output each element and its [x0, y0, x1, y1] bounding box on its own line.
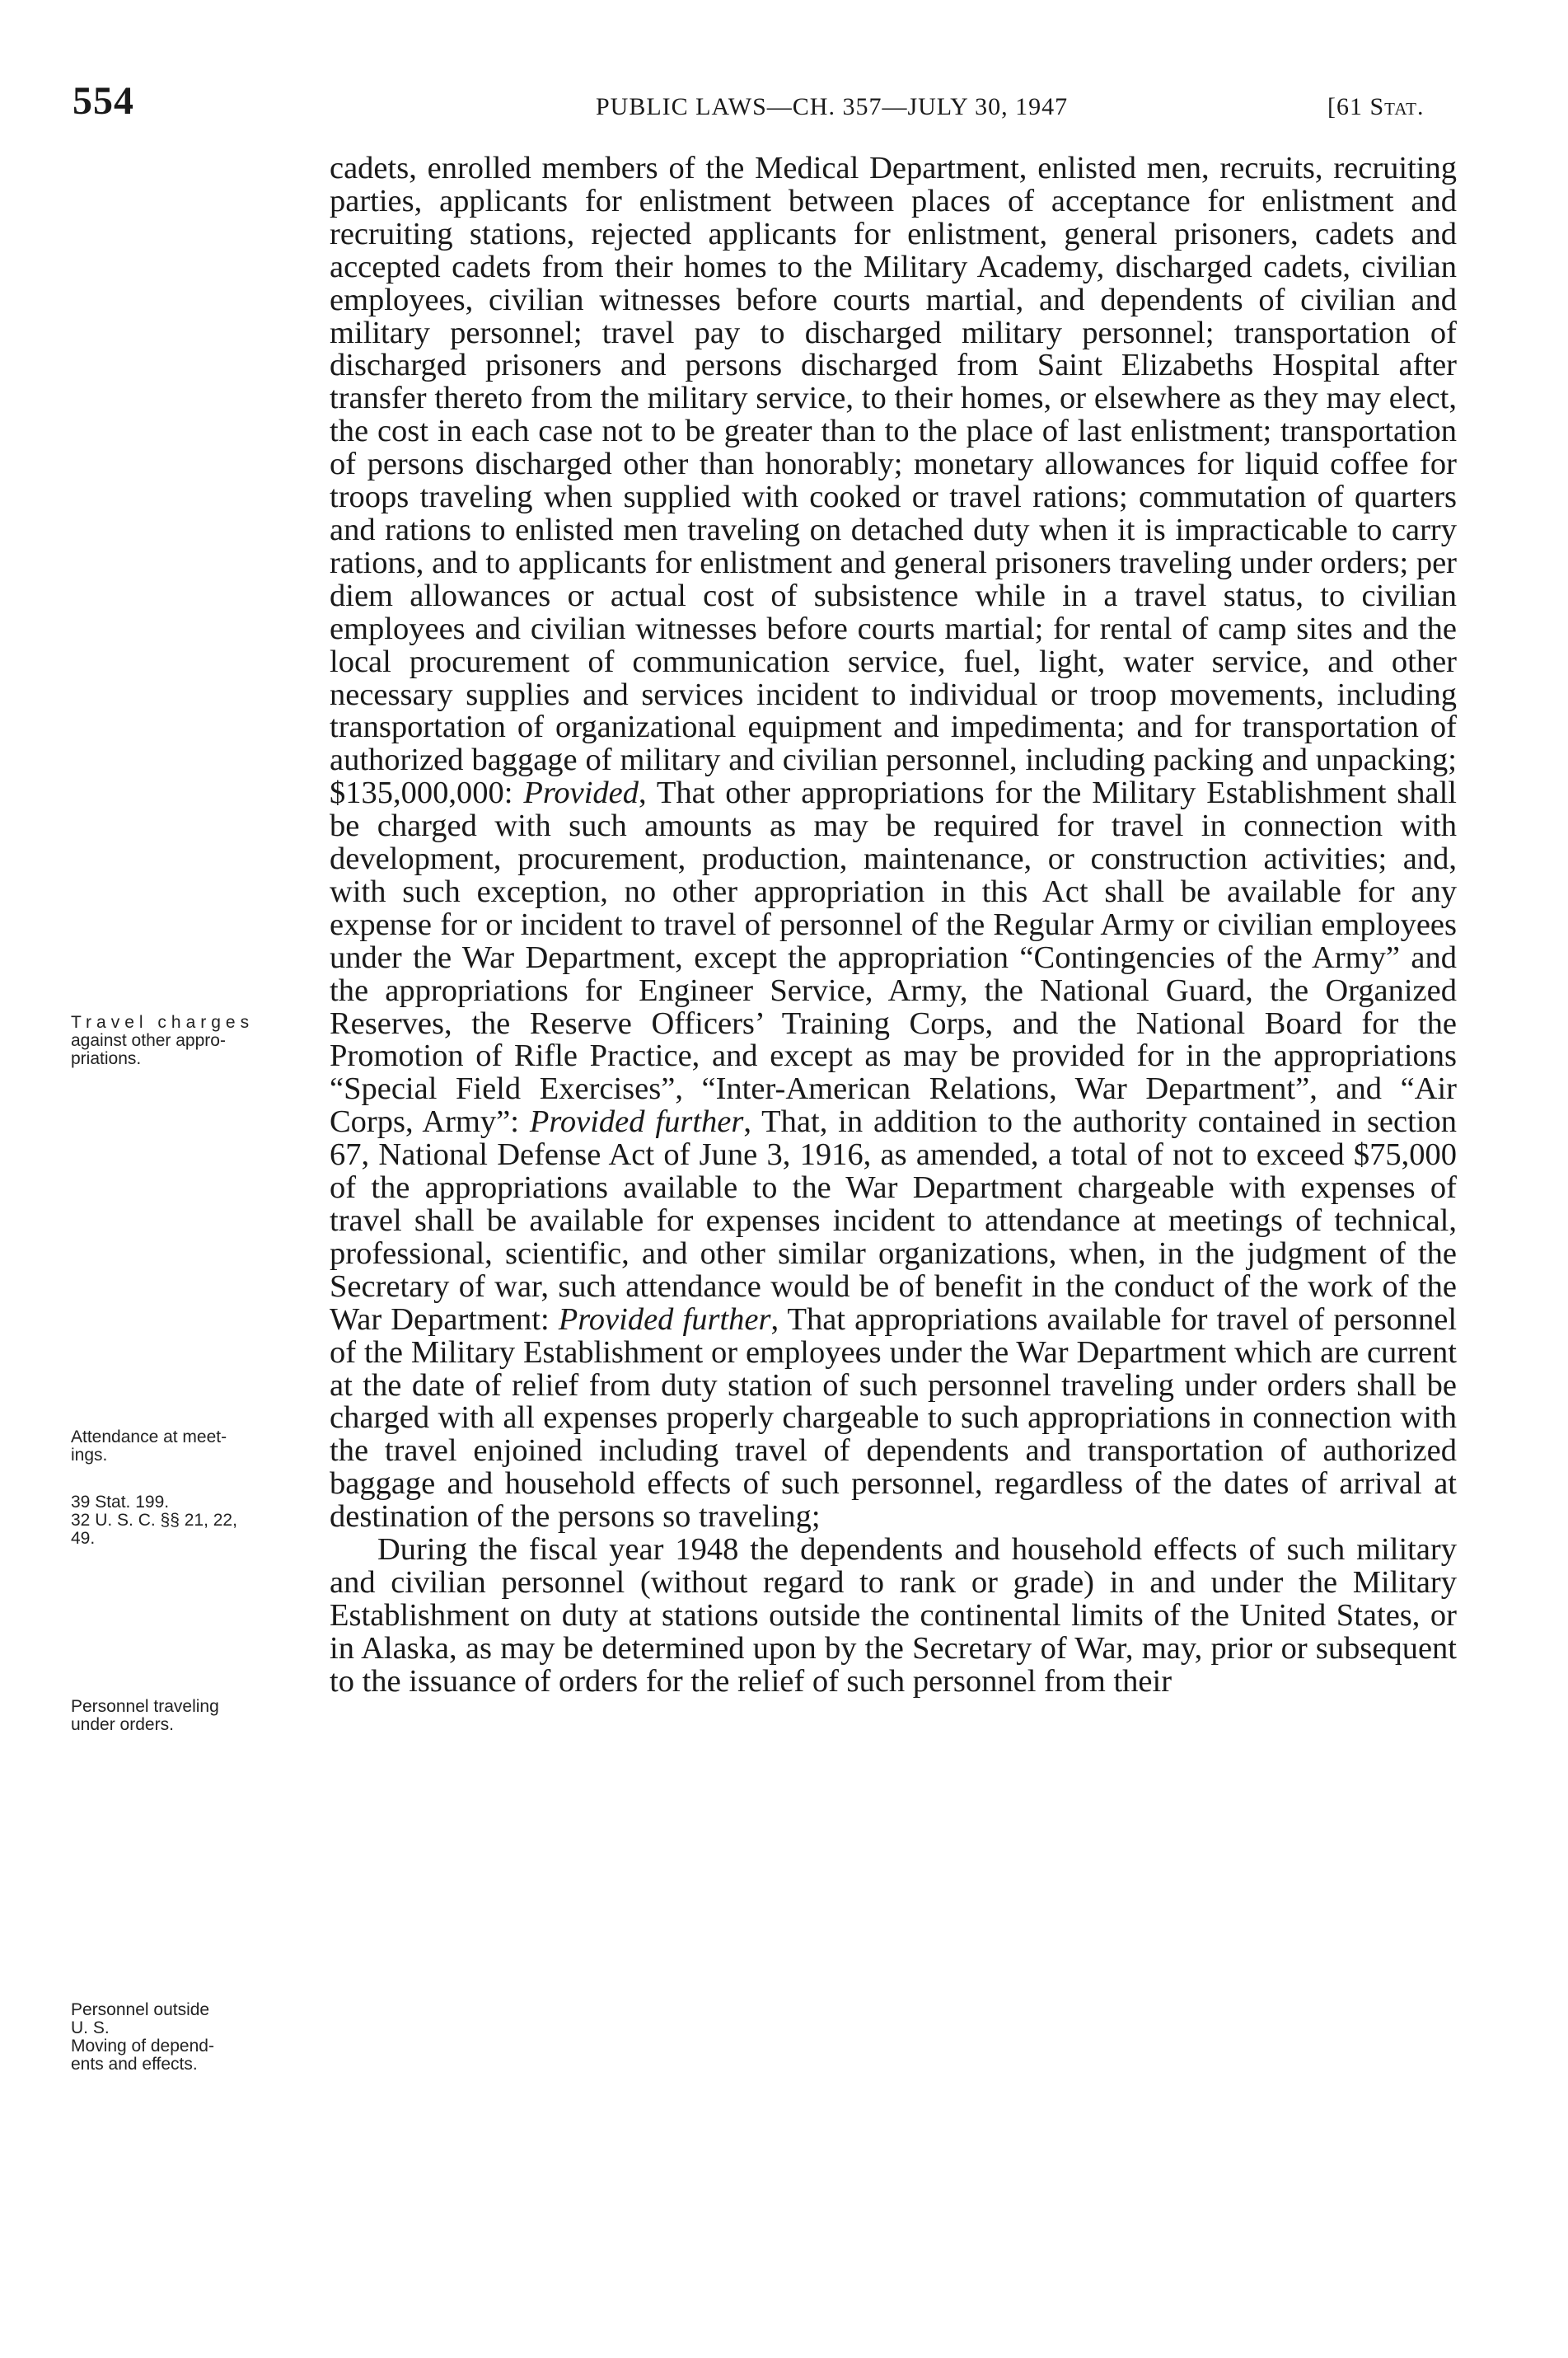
- running-head: PUBLIC LAWS—CH. 357—JULY 30, 1947: [596, 93, 1069, 120]
- margin-note-personnel-traveling: [71, 1698, 318, 1734]
- text-run: , That appropriations available for travel of personnel of the Military Establishment or employees under the War Department which are current at the date of relief from duty station of such personnel traveling under orders shall be charged with all expenses properly chargeable to such appropriations in connection with the travel enjoined including travel of dependents and transportation of authorized baggage and household effects of such personnel, regardless of the dates of arrival at destination of the persons so traveling;: [330, 1301, 1458, 1535]
- emphasis-provided: Provided: [523, 776, 639, 811]
- margin-note-line: against other appro-: [71, 1031, 226, 1050]
- text-run: cadets, enrolled members of the Medical Department, enlisted men, recruits, recruiting parties, applicants for enlistment between places of acceptance for enlistment and recruiting stations, rejected applicants for enlistment, general prisoners, cadets and accepted cadets from their homes to the Military Academy, discharged cadets, civilian employees, civilian witnesses before courts martial, and dependents of civilian and military personnel; travel pay to discharged military personnel; transportation of discharged prisoners and persons discharged from Saint Elizabeths Hospital after transfer thereto from the military service, to their homes, or elsewhere as they may elect, the cost in each case not to be greater than to the place of last enlistment; transportation of persons discharged other than honorably; monetary allowances for liquid coffee for troops traveling when supplied with cooked or travel rations; commutation of quarters and rations to enlisted men traveling on detached duty when it is impracticable to carry rations, and to applicants for enlistment and general prisoners traveling under orders; per diem allowances or actual cost of subsistence while in a travel status, to civilian employees and civilian witnesses before courts martial; for rental of camp sites and the local procurement of communication service, fuel, light, water service, and other necessary supplies and services incident to individual or troop movements, including transportation of organizational equipment and impedimenta; and for transportation of authorized baggage of military and civilian personnel, including packing and unpacking; $135,000,000:: [330, 151, 1457, 811]
- emphasis-provided-further: Provided further: [529, 1104, 744, 1140]
- text-run: , That, in addition to the authority contained in section 67, National Defense Act of June 3, 1916, as amended, a total of not to exceed $75,000 of the appropriations available to the War Department chargeable with expenses of travel shall be available for expenses incident to attendance at meetings of technical, professional, scientific, and other similar organizations, when, in the judgment of the Secretary of war, such attendance would be of benefit in the conduct of the work of the War Department:: [330, 1104, 1458, 1337]
- body-text: [330, 152, 1457, 1699]
- paragraph-dependents-moving: During the fiscal year 1948 the dependents and household effects of such military and civilian personnel (without regard to rank or grade) in and under the Military Establishment on duty at stations outside the continental limits of the United States, or in Alaska, as may be determined upon by the Secretary of War, may, prior or subsequent to the issuance of orders for the relief of such personnel from their: [330, 1532, 1457, 1699]
- text-run: , That other appropriations for the Military Establishment shall be charged with such amounts as may be required for travel in connection with development, procurement, production, maintenance, or construction activities; and, with such exception, no other appropriation in this Act shall be available for any expense for or incident to travel of personnel of the Regular Army or civilian employees under the War Department, except the appropriation “Contingencies of the Army” and the appropriations for Engineer Service, Army, the National Guard, the Organized Reserves, the Reserve Officers’ Training Corps, and the National Board for the Promotion of Rifle Practice, and except as may be provided for in the appropriations “Special Field Exercises”, “Inter-American Relations, War Department”, and “Air Corps, Army”:: [330, 776, 1457, 1140]
- paragraph-travel-appropriation: [330, 152, 1457, 1534]
- margin-note-line: ings.: [71, 1446, 108, 1465]
- margin-note-attendance: [71, 1428, 318, 1465]
- margin-note-line: ents and effects.: [71, 2055, 198, 2074]
- margin-note-line: Moving of depend-: [71, 2037, 214, 2056]
- margin-note-line: Travel charges: [71, 1013, 255, 1032]
- statute-reference: [1327, 93, 1425, 121]
- margin-note-citations: [71, 1493, 318, 1548]
- margin-note-travel-charges: [71, 1014, 318, 1068]
- margin-note-line: Personnel outside: [71, 2000, 210, 2019]
- page-number: 554: [73, 79, 134, 123]
- emphasis-provided-further: Provided further: [558, 1301, 771, 1337]
- margin-note-line: Personnel traveling: [71, 1697, 219, 1716]
- margin-note-personnel-outside: [71, 2001, 318, 2074]
- margin-note-line: under orders.: [71, 1715, 174, 1734]
- statute-reference-suffix: Stat.: [1369, 93, 1425, 120]
- margin-note-line: U. S.: [71, 2018, 110, 2037]
- margin-note-line: priations.: [71, 1049, 142, 1068]
- statute-reference-prefix: [61: [1327, 93, 1370, 120]
- margin-note-line: 49.: [71, 1529, 96, 1548]
- margin-note-line: 39 Stat. 199.: [71, 1493, 170, 1512]
- margin-note-line: Attendance at meet-: [71, 1427, 227, 1446]
- page-header: [73, 78, 1473, 128]
- margin-note-line: 32 U. S. C. §§ 21, 22,: [71, 1511, 237, 1530]
